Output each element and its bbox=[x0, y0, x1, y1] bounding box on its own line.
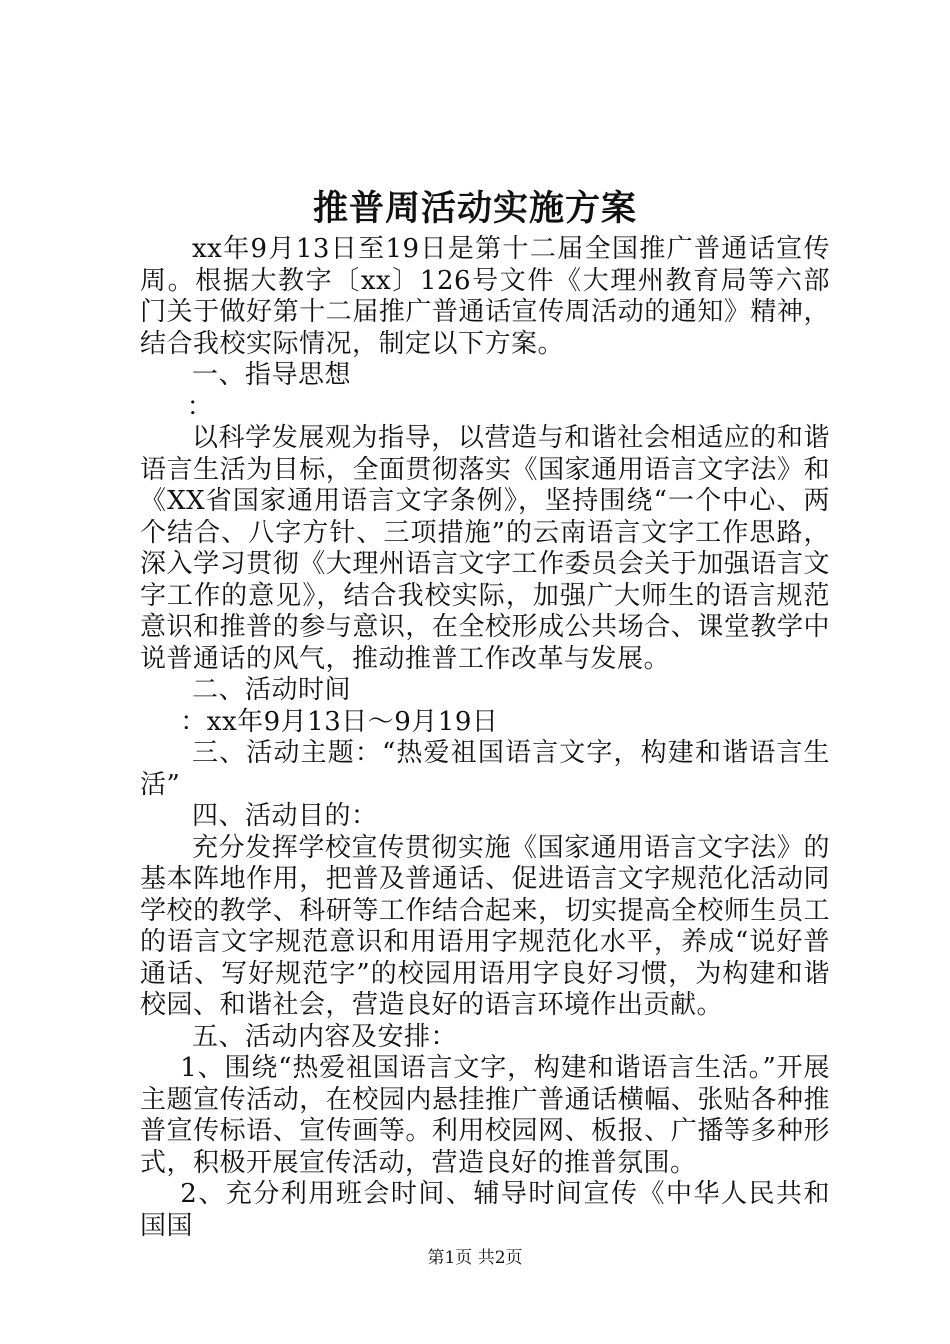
section-heading-guiding-ideology: 一、指导思想 bbox=[192, 360, 352, 390]
activity-time-line: ：xx年9月13日～9月19日 bbox=[180, 706, 499, 737]
guiding-ideology-paragraph: 以科学发展观为指导，以营造与和谐社会相适应的和谐语言生活为目标，全面贯彻落实《国家通用语言文字法》和《XX省国家通用语言文字条例》，坚持围绕“一个中心、两个结合、八字方针、三项措施”的云南语言文字工作思路，深入学习贯彻《大理州语言文字工作委员会关于加强语言文字工作的意见》，结合我校实际，加强广大师生的语言规范意识和推普的参与意识，在全校形成公共场合、课堂教学中说普通话的风气，推动推普工作改革与发展。 bbox=[140, 423, 830, 674]
activity-item-1: 1、围绕“热爱祖国语言文字，构建和谐语言生活。”开展主题宣传活动，在校园内悬挂推广普通话横幅、张贴各种推普宣传标语、宣传画等。利用校园网、板报、广播等多种形式，积极开展宣传活动，营造良好的推普氛围。 bbox=[140, 1053, 830, 1178]
document-title: 推普周活动实施方案 bbox=[312, 188, 637, 229]
page-footer: 第1页 共2页 bbox=[427, 1248, 523, 1268]
activity-item-2: 2、充分利用班会时间、辅导时间宣传《中华人民共和国国 bbox=[140, 1179, 830, 1241]
section-heading-activity-content: 五、活动内容及安排： bbox=[192, 1021, 458, 1052]
intro-paragraph: xx年9月13日至19日是第十二届全国推广普通话宣传周。根据大教字〔xx〕126号文件《大理州教育局等六部门关于做好第十二届推广普通话宣传周活动的通知》精神，结合我校实际情况，制定以下方案。 bbox=[140, 234, 830, 359]
document-body bbox=[140, 234, 830, 1242]
section-heading-activity-time: 二、活动时间 bbox=[192, 675, 352, 705]
section-heading-activity-purpose: 四、活动目的： bbox=[192, 801, 378, 831]
colon-line: ： bbox=[186, 391, 214, 422]
section-heading-activity-theme: 三、活动主题：“热爱祖国语言文字，构建和谐语言生活” bbox=[140, 738, 830, 800]
activity-purpose-paragraph: 充分发挥学校宣传贯彻实施《国家通用语言文字法》的基本阵地作用，把普及普通话、促进语言文字规范化活动同学校的教学、科研等工作结合起来，切实提高全校师生员工的语言文字规范意识和用语用字规范化水平，养成“说好普通话、写好规范字”的校园用语用字良好习惯，为构建和谐校园、和谐社会，营造良好的语言环境作出贡献。 bbox=[140, 832, 830, 1020]
